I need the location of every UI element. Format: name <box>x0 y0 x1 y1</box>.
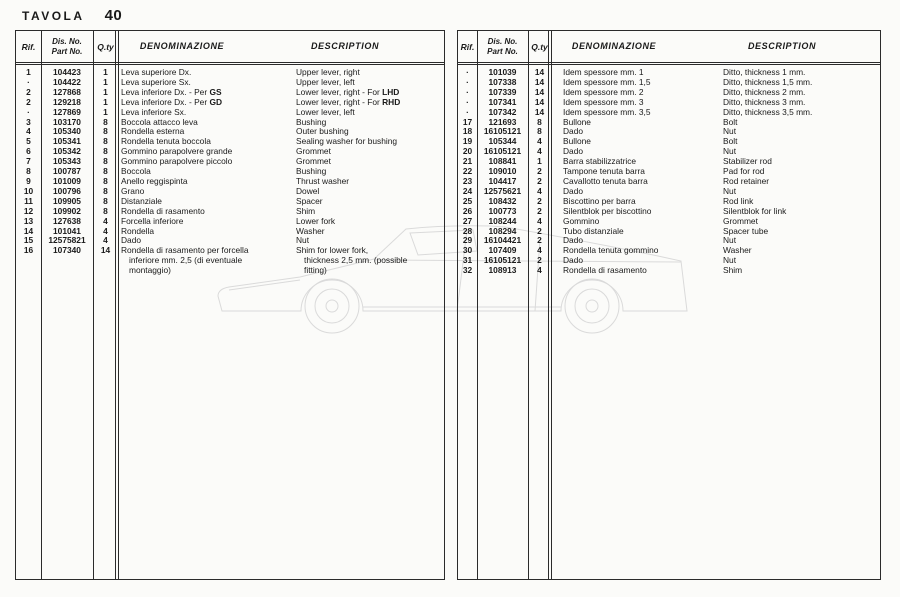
qty-cell: 4 <box>537 146 542 157</box>
rif-cell: 21 <box>462 156 473 167</box>
part-number-cell: 107340 <box>53 245 81 256</box>
part-number-cell: 108294 <box>488 225 517 236</box>
text-line: Stabilizer rod <box>723 156 772 167</box>
table-row <box>16 217 444 227</box>
text-line: Gommino <box>563 215 600 226</box>
text-line: Anello reggispinta <box>121 175 188 186</box>
qty-cell: 4 <box>103 225 108 236</box>
qty-cell: 2 <box>537 225 542 236</box>
text-line: Dado <box>563 255 584 266</box>
denominazione-cell <box>563 246 723 256</box>
part-number-cell: 100787 <box>53 166 81 177</box>
rif-cell: 15 <box>23 235 34 246</box>
qty-cell: 1 <box>103 76 108 87</box>
denominazione-cell <box>563 118 723 128</box>
text-line: Shim <box>723 265 743 276</box>
text-line: Bushing <box>296 166 327 177</box>
table-body <box>458 68 880 276</box>
text-line: Dado <box>563 185 584 196</box>
text-line: Bolt <box>723 116 738 127</box>
part-number-cell: 103170 <box>53 116 81 127</box>
col-header-description: DESCRIPTION <box>310 41 380 51</box>
part-number-cell: 109905 <box>53 195 81 206</box>
text-line: Boccola <box>121 166 151 177</box>
denominazione-cell <box>563 227 723 237</box>
table-row <box>458 227 880 237</box>
part-number-cell: 109010 <box>488 166 517 177</box>
qty-cell: 2 <box>537 205 542 216</box>
part-number-cell: 105341 <box>53 136 81 147</box>
text-line: Shim <box>296 205 316 216</box>
rif-cell: 16 <box>23 245 34 256</box>
col-header-denominazione: DENOMINAZIONE <box>571 41 657 51</box>
text-line: Leva inferiore Dx. - Per GD <box>121 96 222 107</box>
text-line: Lower fork <box>296 215 336 226</box>
text-line: montaggio) <box>129 265 171 276</box>
text-line: Dado <box>563 146 584 157</box>
qty-cell: 8 <box>103 116 108 127</box>
col-header-rif: Rif. <box>21 41 36 52</box>
part-number-cell: 107338 <box>488 76 517 87</box>
text-line: Nut <box>296 235 310 246</box>
part-number-cell: 16104421 <box>483 235 522 246</box>
text-line: Rondella tenuta gommino <box>563 245 659 256</box>
part-number-cell: 108841 <box>488 156 517 167</box>
text-line: Rondella di rasamento <box>563 265 647 276</box>
part-number-cell: 121693 <box>488 116 517 127</box>
text-line: Cavallotto tenuta barra <box>563 175 648 186</box>
description-cell <box>296 227 444 237</box>
qty-cell: 8 <box>103 126 108 137</box>
text-line: Forcella inferiore <box>121 215 184 226</box>
part-number-cell: 104422 <box>53 76 81 87</box>
text-line: Idem spessore mm. 1 <box>563 67 644 77</box>
rif-cell: 13 <box>23 215 34 226</box>
part-number-cell: 101009 <box>53 175 81 186</box>
text-line: Tampone tenuta barra <box>563 166 645 177</box>
part-number-cell: 108432 <box>488 195 517 206</box>
qty-cell: 4 <box>103 235 108 246</box>
parts-table-right <box>457 30 881 580</box>
qty-cell: 1 <box>103 67 108 77</box>
rif-cell: · <box>27 106 30 117</box>
qty-cell: 8 <box>103 136 108 147</box>
col-header-description: DESCRIPTION <box>747 41 817 51</box>
rif-cell: 3 <box>26 116 31 127</box>
part-number-cell: 16105121 <box>483 146 522 157</box>
table-header <box>458 31 880 65</box>
text-line: Tubo distanziale <box>563 225 624 236</box>
table-row <box>458 157 880 167</box>
text-line: Idem spessore mm. 1,5 <box>563 76 651 87</box>
rif-cell: 4 <box>26 126 31 137</box>
table-row <box>458 127 880 137</box>
text-line: Leva superiore Sx. <box>121 76 191 87</box>
qty-cell: 4 <box>537 136 542 147</box>
part-number-cell: 100773 <box>488 205 517 216</box>
text-line: thickness 2,5 mm. (possible <box>304 255 408 266</box>
text-line: Silentblok for link <box>723 205 787 216</box>
part-number-cell: 101041 <box>53 225 81 236</box>
denominazione-cell <box>121 217 296 227</box>
qty-cell: 1 <box>103 106 108 117</box>
rif-cell: · <box>27 76 30 87</box>
part-number-cell: 129218 <box>53 96 81 107</box>
qty-cell: 4 <box>537 185 542 196</box>
text-line: Rondella <box>121 225 155 236</box>
description-cell <box>723 127 880 137</box>
table-row <box>458 78 880 88</box>
part-number-cell: 16105121 <box>483 126 522 137</box>
part-number-cell: 104423 <box>53 67 81 77</box>
text-line: Rondella tenuta boccola <box>121 136 211 147</box>
page-title-word: TAVOLA <box>22 9 85 23</box>
table-row <box>458 256 880 266</box>
text-line: Idem spessore mm. 3 <box>563 96 644 107</box>
part-number-cell: 12575821 <box>48 235 86 246</box>
text-line: Upper lever, right <box>296 67 360 77</box>
description-cell <box>723 108 880 118</box>
rif-cell: 12 <box>23 205 34 216</box>
table-row <box>458 187 880 197</box>
rif-cell: 30 <box>462 245 473 256</box>
qty-cell: 8 <box>537 116 542 127</box>
text-line: Leva superiore Dx. <box>121 67 192 77</box>
text-line: Ditto, thickness 1 mm. <box>723 67 806 77</box>
part-number-cell: 107341 <box>488 96 517 107</box>
page-title <box>22 7 122 24</box>
denominazione-cell <box>121 227 296 237</box>
qty-cell: 8 <box>103 195 108 206</box>
part-number-cell: 104417 <box>488 175 517 186</box>
qty-cell: 14 <box>534 67 545 77</box>
qty-cell: 8 <box>537 126 542 137</box>
table-row <box>458 118 880 128</box>
table-row <box>458 217 880 227</box>
text-line: Boccola attacco leva <box>121 116 198 127</box>
table-row <box>458 108 880 118</box>
qty-cell: 14 <box>100 245 111 256</box>
col-header-rif: Rif. <box>460 41 475 52</box>
rif-cell: 22 <box>462 166 473 177</box>
qty-cell: 2 <box>537 195 542 206</box>
text-line: inferiore mm. 2,5 (di eventuale <box>129 255 243 266</box>
text-line: Outer bushing <box>296 126 349 137</box>
part-number-cell: 127869 <box>53 106 81 117</box>
text-line: Distanziale <box>121 195 162 206</box>
qty-cell: 14 <box>534 106 545 117</box>
description-cell <box>723 227 880 237</box>
part-number-cell: 108913 <box>488 265 517 276</box>
part-number-cell: 105340 <box>53 126 81 137</box>
col-header-qty: Q.ty <box>97 41 114 52</box>
part-number-cell: 101039 <box>488 67 517 77</box>
text-line: Gommino parapolvere piccolo <box>121 156 233 167</box>
table-row <box>458 207 880 217</box>
text-line: Ditto, thickness 3 mm. <box>723 96 806 107</box>
qty-cell: 4 <box>537 265 542 276</box>
rif-cell: 5 <box>26 136 31 147</box>
text-line: Lower lever, right - For LHD <box>296 86 400 97</box>
text-line: Rod retainer <box>723 175 770 186</box>
rif-cell: · <box>466 76 469 87</box>
qty-cell: 8 <box>103 156 108 167</box>
text-line: Bullone <box>563 116 591 127</box>
qty-cell: 1 <box>103 86 108 97</box>
description-cell <box>723 217 880 227</box>
qty-cell: 8 <box>103 146 108 157</box>
text-line: Rondella esterna <box>121 126 185 137</box>
table-row <box>458 266 880 276</box>
part-number-cell: 127868 <box>53 86 81 97</box>
qty-cell: 8 <box>103 205 108 216</box>
rif-cell: · <box>466 67 469 77</box>
table-row <box>458 236 880 246</box>
text-line: Thrust washer <box>296 175 350 186</box>
rif-cell: 24 <box>462 185 473 196</box>
text-line: Rondella di rasamento per forcella <box>121 245 249 256</box>
qty-cell: 2 <box>537 255 542 266</box>
text-line: Washer <box>296 225 325 236</box>
rif-cell: 11 <box>24 195 33 206</box>
text-line: Dado <box>563 235 584 246</box>
col-header-part-no <box>477 37 528 56</box>
qty-cell: 2 <box>537 175 542 186</box>
text-line: Pad for rod <box>723 166 765 177</box>
rif-cell: · <box>466 96 469 107</box>
qty-cell: 1 <box>103 96 108 107</box>
description-cell <box>723 256 880 266</box>
rif-cell: 31 <box>462 255 473 266</box>
part-number-cell: 100796 <box>53 185 81 196</box>
plate-number: 40 <box>104 7 123 24</box>
col-header-denominazione: DENOMINAZIONE <box>139 41 225 51</box>
text-line: Grommet <box>723 215 758 226</box>
description-cell <box>723 118 880 128</box>
text-line: Barra stabilizzatrice <box>563 156 637 167</box>
description-cell <box>296 246 444 276</box>
text-line: Bushing <box>296 116 327 127</box>
text-line: Ditto, thickness 3,5 mm. <box>723 106 813 117</box>
description-cell <box>296 197 444 207</box>
rif-cell: 29 <box>462 235 473 246</box>
qty-cell: 2 <box>537 235 542 246</box>
table-row <box>458 197 880 207</box>
table-row <box>458 68 880 78</box>
denominazione-cell <box>563 137 723 147</box>
text-line: Dado <box>121 235 142 246</box>
table-row <box>458 88 880 98</box>
rif-cell: 26 <box>462 205 473 216</box>
table-row <box>16 246 444 276</box>
rif-cell: 25 <box>462 195 473 206</box>
qty-cell: 4 <box>537 215 542 226</box>
text-line: Idem spessore mm. 2 <box>563 86 644 97</box>
rif-cell: 1 <box>26 67 31 77</box>
denominazione-cell <box>121 246 296 276</box>
text-line: Sealing washer for bushing <box>296 136 398 147</box>
text-line: Nut <box>723 235 737 246</box>
text-line: Washer <box>723 245 752 256</box>
text-line: Dowel <box>296 185 320 196</box>
part-number-cell: 105342 <box>53 146 81 157</box>
rif-cell: 2 <box>26 96 31 107</box>
rif-cell: 9 <box>26 175 31 186</box>
denominazione-cell <box>563 177 723 187</box>
part-number-cell: 16105121 <box>483 255 522 266</box>
qty-cell: 4 <box>103 215 108 226</box>
text-line: Shim for lower fork, <box>296 245 369 256</box>
part-number-cell: 109902 <box>53 205 81 216</box>
rif-cell: 14 <box>23 225 34 236</box>
text-line: Biscottino per barra <box>563 195 636 206</box>
table-header <box>16 31 444 65</box>
rif-cell: 17 <box>462 116 473 127</box>
qty-cell: 14 <box>534 96 545 107</box>
text-line: fitting) <box>304 265 327 276</box>
part-number-cell: 12575621 <box>483 185 522 196</box>
part-number-cell: 105343 <box>53 156 81 167</box>
text-line: Spacer <box>296 195 323 206</box>
text-line: Lower lever, right - For RHD <box>296 96 401 107</box>
text-line: Bolt <box>723 136 738 147</box>
rif-cell: 8 <box>26 166 31 177</box>
text-line: Nut <box>723 146 737 157</box>
text-line: Silentblok per biscottino <box>563 205 652 216</box>
table-row <box>458 177 880 187</box>
text-line: Ditto, thickness 1,5 mm. <box>723 76 813 87</box>
denominazione-cell <box>121 177 296 187</box>
part-number-cell: 107339 <box>488 86 517 97</box>
text-line: Bullone <box>563 136 591 147</box>
rif-cell: 27 <box>462 215 473 226</box>
rif-cell: 18 <box>462 126 473 137</box>
parts-table-left <box>15 30 445 580</box>
text-line: Rod link <box>723 195 754 206</box>
rif-cell: 7 <box>26 156 31 167</box>
text-line: Nut <box>723 185 737 196</box>
denominazione-cell <box>563 217 723 227</box>
table-row <box>458 98 880 108</box>
table-body <box>16 68 444 276</box>
text-line: Dado <box>563 126 584 137</box>
qty-cell: 14 <box>534 76 545 87</box>
col-header-dis-no-line: Dis. No. <box>52 37 82 46</box>
text-line: Nut <box>723 126 737 137</box>
part-number-cell: 107409 <box>488 245 517 256</box>
rif-cell: · <box>466 86 469 97</box>
part-number-cell: 127638 <box>53 215 81 226</box>
qty-cell: 8 <box>103 185 108 196</box>
rif-cell: 6 <box>26 146 31 157</box>
part-number-cell: 105344 <box>488 136 517 147</box>
text-line: Leva inferiore Dx. - Per GS <box>121 86 222 97</box>
text-line: Upper lever, left <box>296 76 355 87</box>
text-line: Grano <box>121 185 145 196</box>
qty-cell: 2 <box>537 166 542 177</box>
rif-cell: 19 <box>462 136 473 147</box>
text-line: Lower lever, left <box>296 106 355 117</box>
col-header-part-no <box>41 37 93 56</box>
text-line: Spacer tube <box>723 225 769 236</box>
qty-cell: 14 <box>534 86 545 97</box>
rif-cell: 10 <box>23 185 34 196</box>
text-line: Gommino parapolvere grande <box>121 146 233 157</box>
part-number-cell: 108244 <box>488 215 517 226</box>
rif-cell: 2 <box>26 86 31 97</box>
rif-cell: 23 <box>462 175 473 186</box>
table-row <box>458 167 880 177</box>
rif-cell: 28 <box>462 225 473 236</box>
table-row <box>458 246 880 256</box>
description-cell <box>296 217 444 227</box>
rif-cell: · <box>466 106 469 117</box>
table-row <box>458 137 880 147</box>
col-header-qty: Q.ty <box>531 41 548 52</box>
col-header-part-no-line: Part No. <box>487 46 518 56</box>
rif-cell: 20 <box>462 146 473 157</box>
qty-cell: 8 <box>103 166 108 177</box>
qty-cell: 4 <box>537 245 542 256</box>
col-header-dis-no-line: Dis. No. <box>487 37 518 46</box>
text-line: Grommet <box>296 146 331 157</box>
text-line: Grommet <box>296 156 331 167</box>
rif-cell: 32 <box>462 265 473 276</box>
text-line: Idem spessore mm. 3,5 <box>563 106 651 117</box>
description-cell <box>723 266 880 276</box>
description-cell <box>723 137 880 147</box>
text-line: Rondella di rasamento <box>121 205 205 216</box>
description-cell <box>723 177 880 187</box>
text-line: Ditto, thickness 2 mm. <box>723 86 806 97</box>
text-line: Nut <box>723 255 737 266</box>
qty-cell: 1 <box>537 156 542 167</box>
table-row <box>458 147 880 157</box>
text-line: Leva inferiore Sx. <box>121 106 187 117</box>
denominazione-cell <box>563 266 723 276</box>
col-header-part-no-line: Part No. <box>51 46 83 56</box>
qty-cell: 8 <box>103 175 108 186</box>
part-number-cell: 107342 <box>488 106 517 117</box>
description-cell <box>723 246 880 256</box>
